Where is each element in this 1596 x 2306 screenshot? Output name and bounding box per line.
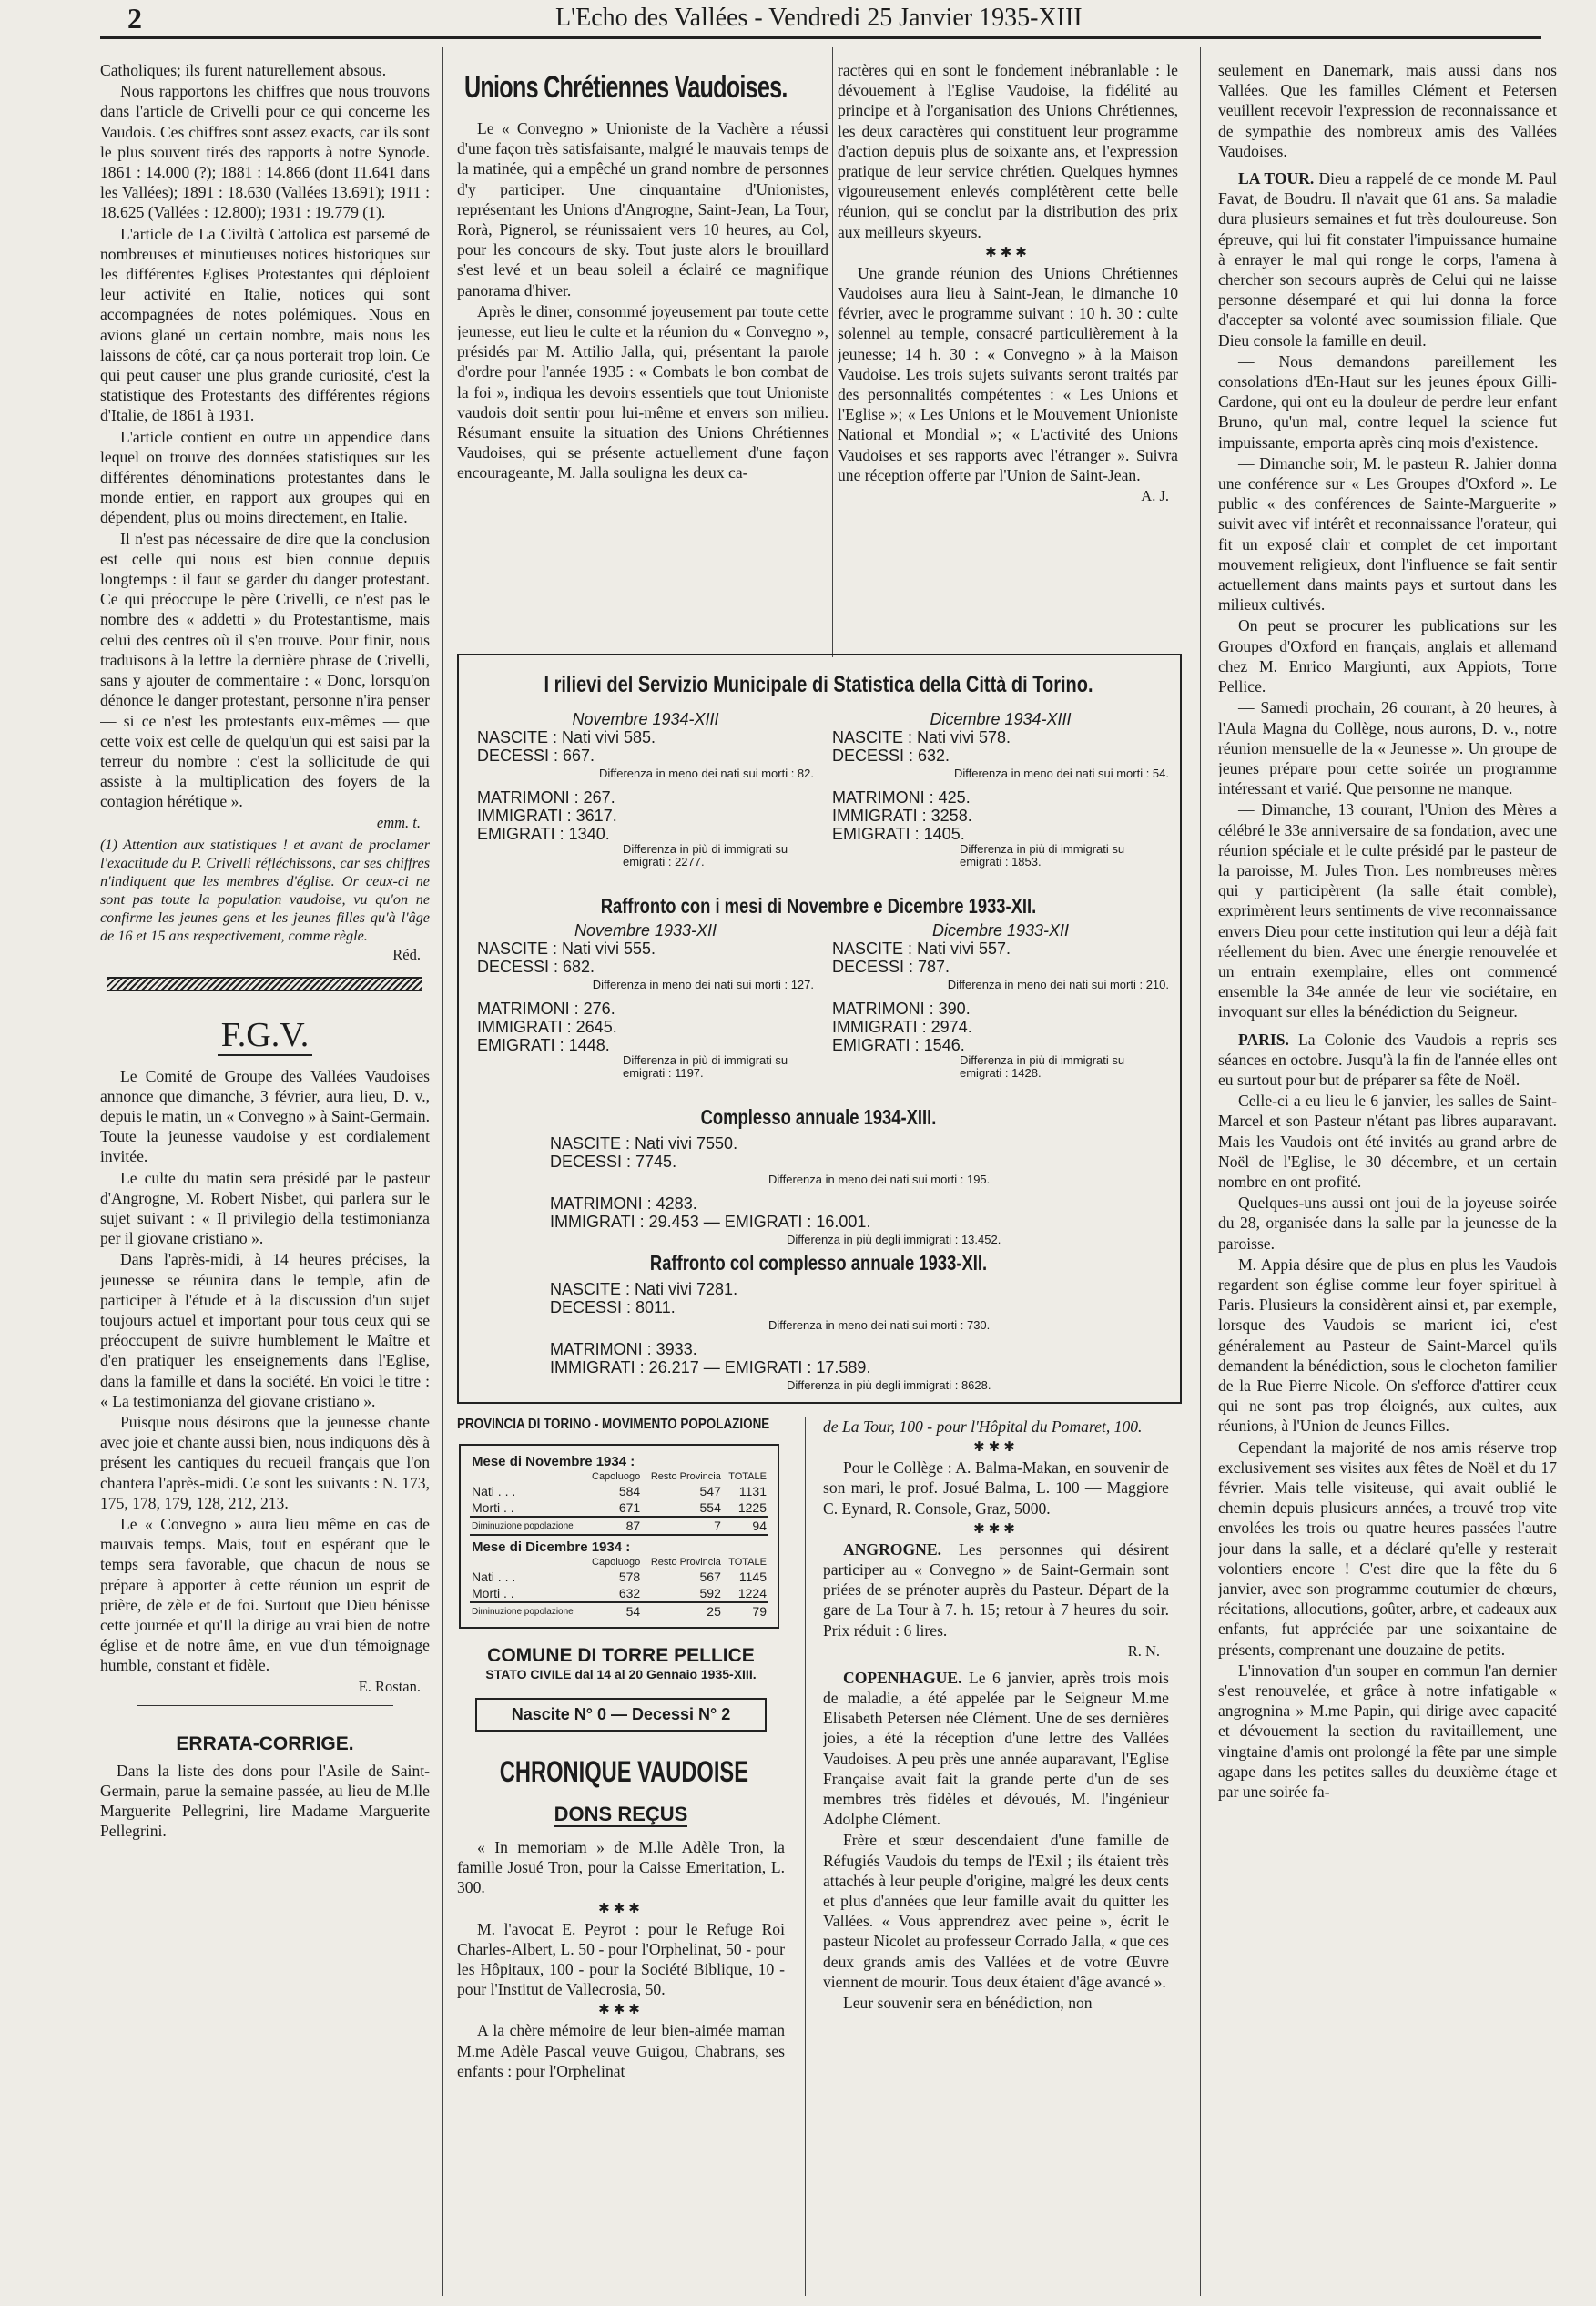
stat-note: Differenza in più di immigrati su emigrati : 1197. [623,1053,788,1080]
article-paragraph: — Dimanche soir, M. le pasteur R. Jahier donna une conférence sur « Les Groupes d'Oxford ». Le public « des conférences de Sainte-Marguerite » suivit avec vif intérêt et reconnaissance l'orateur, qui fit un exposé clair et complet de cet important mouvement religieux, dont l'influence se fait sentir actuellement dans maints pays et surtout dans les milieux cultivés. [1218,453,1557,615]
cell: 547 [699,1484,721,1498]
article-paragraph: « In memoriam » de M.lle Adèle Tron, la famille Josué Tron, pour la Caisse Emeritation, L. 300. [457,1838,785,1897]
cell: 1224 [737,1586,767,1600]
raffronto-heading: Raffronto con i mesi di Novembre e Dicembre 1933-XII. [600,894,1037,918]
stat-line: IMMIGRATI : 3617. [477,807,617,825]
column-2-bottom [457,1417,785,2082]
separator-stars: ✱✱✱ [973,1440,1019,1456]
cell: 632 [618,1586,641,1600]
stat-line: DECESSI : 682. [477,958,595,976]
cell: 671 [618,1500,641,1515]
cell: 592 [699,1586,721,1600]
article-paragraph: ractères qui en sont le fondement inébranlable : le dévouement à l'Eglise Vaudoise, la fidélité au principe et à l'organisation des Unions Chrétiennes, les deux caractères qui constituent leur programme d'action depuis plus de soixante ans, et l'expression pratique de leur service chrétien. Quelques hymnes vigoureusement enlevés complétèrent cette belle réunion, qui se conclut par la distribution des prix aux meilleurs skyeurs. [838,61,1178,241]
stat-line: MATRIMONI : 4283. [550,1194,697,1213]
dons-title: DONS REÇUS [554,1803,688,1825]
table-row [470,1499,768,1517]
stat-note: Differenza in meno dei nati sui morti : 210. [947,978,1169,991]
separator-stars: ✱✱✱ [598,1901,644,1916]
stat-line: NASCITE : Nati vivi 557. [832,940,1011,958]
stat-period: Novembre 1933-XII [574,921,717,940]
page-number: 2 [127,2,142,35]
column-3-bottom [823,1417,1169,2014]
table-row [470,1569,768,1585]
stat-note: Differenza in più degli immigrati : 13.452. [787,1233,1001,1246]
cell: 7 [714,1519,721,1533]
article-paragraph: Catholiques; ils furent naturellement absous. [100,61,387,79]
row-label: Nati . . . [472,1570,516,1584]
stat-line: DECESSI : 632. [832,747,950,765]
article-paragraph: Le culte du matin sera présidé par le pasteur d'Angrogne, M. Robert Nisbet, qui parlera sur le sujet suivant : « Il privilegio della testimonianza per il giovane cristiano ». [100,1168,430,1248]
stat-note: Differenza in più di immigrati su emigrati : 1428. [960,1053,1125,1080]
article-text: Les personnes qui désirent participer au « Convegno » de Saint-Germain sont priées de se prénoter auprès du Pasteur. Départ de la gare de La Tour à 7. h. 15; retour à 7 heures du soir. Prix réduit : 6 lires. [823,1539,1169,1640]
stat-line: MATRIMONI : 267. [477,788,615,807]
row-label: Nati . . . [472,1484,516,1498]
stat-line: EMIGRATI : 1448. [477,1036,610,1054]
cell: 1145 [738,1570,767,1584]
stat-note: Differenza in meno dei nati sui morti : 82. [598,767,814,780]
article-paragraph: Le Comité de Groupe des Vallées Vaudoises annonce que dimanche, 3 février, aura lieu, D. v., depuis le matin, un « Convegno » à Saint-Germain. Toute la jeunesse vaudoise y est cordialement invitée. [100,1066,430,1166]
article-text: Dieu a rappelé de ce monde M. Paul Favat, de Boudru. Il n'avait que 61 ans. Sa maladie dura plusieurs semaines et fut très douloureuse. Son épreuve, qui lui fit constater l'impuissance humaine à enrayer le mal qui ronge le corps, l'amena à chercher son secours auprès de Celui qui ne laisse personne désemparé et qui lui donna la force d'accepter sa volonté avec soumission filiale. Que Dieu console la famille en deuil. [1218,169,1557,350]
cell: 578 [618,1570,641,1584]
stat-note: Differenza in meno dei nati sui morti : 730. [768,1318,991,1332]
fgv-title: F.G.V. [218,1016,313,1056]
article-paragraph: Leur souvenir sera en bénédiction, non [843,1994,1093,2013]
article-paragraph: de La Tour, 100 - pour l'Hôpital du Pomaret, 100. [823,1417,1143,1436]
article-paragraph: — Nous demandons pareillement les consolations d'En-Haut sur les jeunes époux Gilli-Cardone, qui ont eu la douleur de perdre leur enfant Bruno, qu'un mal, contre lequel la science fut impuissante, emporta après cinq mois d'existence. [1218,351,1557,452]
cell: 94 [752,1519,767,1533]
article-paragraph [1218,168,1557,350]
article-paragraph: Celle-ci a eu lieu le 6 janvier, les salles de Saint-Marcel et son Pasteur n'étant pas libres auparavant. Mais les Vaudois ont été invités au grand arbre de Noël de l'Eglise, le 30 décembre, et un certain nombre en ont profité. [1218,1092,1557,1191]
provincia-table [459,1444,779,1629]
cell: 54 [625,1604,641,1619]
stat-note: Differenza in meno dei nati sui morti : 127. [592,978,814,991]
stat-note: Differenza in più di immigrati su emigrati : 2277. [623,842,788,869]
article-paragraph: — Samedi prochain, 26 courant, à 20 heures, à l'Aula Magna du Collège, nous aurons, D. v., notre réunion mensuelle de la « Jeunesse ». Un groupe de jeunes prépare pour cette soirée un programme intéressant et varié. Que personne ne manque. [1218,698,1557,798]
stat-line: DECESSI : 667. [477,747,595,765]
col-header: Capoluogo [592,1557,641,1568]
stat-line: MATRIMONI : 390. [832,1000,971,1018]
article-paragraph: Quelques-uns aussi ont joui de la joyeuse soirée du 28, organisée dans la salle par la jeunesse de la paroisse. [1218,1194,1557,1253]
cell: 87 [625,1519,641,1533]
article-paragraph: M. l'avocat E. Peyrot : pour le Refuge Roi Charles-Albert, L. 50 - pour l'Orphelinat, 50 - pour les Hôpitaux, 100 - pour la Société Biblique, 10 - pour l'Institut de Vallecrosia, 50. [457,1919,785,1999]
article-paragraph: Après le diner, consommé joyeusement par toute cette jeunesse, eut lieu le culte et la réunion du « Convegno », présidés par M. Attilio Jalla, qui, présentant la parole d'ordre pour l'année 1935 : « Combats le bon combat de la foi », indiqua les devoirs essentiels que tout Unioniste vaudois doit sentir pour lui-même et envers son milieu. Résumant ensuite la situation des Unions Chrétiennes Vaudoises, qui se présente actuellement d'une façon encourageante, M. Jalla souligna les deux ca- [457,301,828,483]
article-paragraph: Dans l'après-midi, à 14 heures précises, la jeunesse se réunira dans le temple, afin de participer à l'étude et à la discussion d'un sujet toujours actuel et important pour tous ceux qui se préoccupent de suivre humblement le Maître et d'en pratiquer les enseignements dans l'Eglise, dans la famille et dans la société. En voici le titre : « La testimonianza del giovane cristiano ». [100,1250,430,1410]
stat-note: Differenza in più di immigrati su emigrati : 1853. [960,842,1125,869]
article-paragraph: Frère et sœur descendaient d'une famille de Réfugiés Vaudois du temps de l'Exil ; ils étaient très attachés à leur peuple d'origine, malgré les deux cents et plus d'années que leur famille avait du quitter les Vallées. « Vous apprendrez avec peine », écrit le pasteur Nicolet au professeur Corrado Jalla, « que ces deux grands amis des Vallées et de votre Œuvre viennent de mourir. Tous deux étaient d'âge avancé ». [823,1831,1169,1991]
stat-line: MATRIMONI : 425. [832,788,971,807]
column-divider [805,1417,806,2296]
article-paragraph: L'innovation d'un souper en commun l'an dernier s'est renouvelée, et grâce à notre infatigable « angrognina » M.me Papin, qui dirige avec capacité et dévouement la section du ravitaillement, une vingtaine d'amis ont prolongé la fête par une simple agape dans les petites salles du deuxième étage et par une soirée fa- [1218,1661,1557,1802]
section-divider [107,977,422,991]
stat-block-nov-1934 [477,710,814,869]
stat-line: NASCITE : Nati vivi 585. [477,728,656,747]
stat-line: IMMIGRATI : 29.453 — EMIGRATI : 16.001. [550,1213,871,1231]
article-paragraph: Puisque nous désirons que la jeunesse chante avec joie et chante aussi bien, nous indiquons dès à présent les cantiques du recueil français que l'on chantera l'après-midi. Ce sont les suivants : N. 173, 175, 178, 179, 128, 212, 213. [100,1412,430,1512]
article-paragraph: L'article de La Civiltà Cattolica est parsemé de nombreuses et minutieuses notices historiques sur les différentes Eglises Protestantes qui déploient leur activité en Italie, notices qui sont accompagnées de notes polémiques. Nous en avions glané un certain nombre, mais nous les laissons de côté, car ça nous porterait trop loin. Ce qui peut causer une plus grande curiosité, c'est la statistique des Protestants des différentes régions d'Italie, de 1861 à 1931. [100,224,430,425]
stat-line: EMIGRATI : 1405. [832,825,965,843]
torino-title: I rilievi del Servizio Municipale di Statistica della Città di Torino. [544,672,1093,697]
fgv-heading [100,1015,430,1055]
table-title: Mese di Dicembre 1934 : [472,1539,631,1555]
stat-block-dic-1934 [832,710,1169,869]
footnote: (1) Attention aux statistiques ! et avant de proclamer l'exactitude du P. Crivelli réfléchissons, car ses chiffres n'indiquent que les membres d'église. Or ceux-ci ne sont pas toute la population vaudoise, vu qu'on ne confirme les jeunes gens et les jeunes filles qu'à l'âge de 16 et 15 ans respectivement, comme règle. [100,836,430,944]
annuale-1933-heading: Raffronto col complesso annuale 1933-XII. [649,1251,988,1275]
article-paragraph [823,1539,1169,1641]
article-paragraph: Il n'est pas nécessaire de dire que la conclusion est celle qui nous est bien connue depuis longtemps : il faut se garder du danger protestant. Ce qui préoccupe le père Crivelli, ce n'est pas le nombre des « addetti » du Protestantisme, mais celui des centres où il s'en trouve. Pour finir, nous traduisons à la lettre la dernière phrase de Crivelli, sans y ajouter de commentaire : « Donc, lorsqu'on dénonce le danger protestant, personne n'ira penser — si ce n'est les protestants eux-mêmes — que cette voix est celle de quelqu'un qui est saisi par la terreur du nombre : c'est la sollicitude de qui assiste à la multiplication des foyers de la contagion hérétique ». [100,529,430,811]
stat-line: IMMIGRATI : 26.217 — EMIGRATI : 17.589. [550,1358,871,1376]
cell: 1225 [737,1500,767,1515]
dons-heading [457,1803,785,1826]
col-header: Capoluogo [592,1471,641,1482]
column-3 [838,60,1178,505]
article-paragraph: L'article contient en outre un appendice dans lequel on trouve des données statistiques sur les différentes dénominations protestantes dans le monde entier, en rapport aux groupes qui en dépendent, plus ou moins directement, en Italie. [100,427,430,527]
stat-period: Novembre 1934-XIII [572,710,719,728]
article-paragraph: Une grande réunion des Unions Chrétiennes Vaudoises aura lieu à Saint-Jean, le dimanche 10 février, avec le programme suivant : 10 h. 30 : culte solennel au temple, consacré particulièrement à la jeunesse; 14 h. 30 : « Convegno » à la Maison Vaudoise. Les trois sujets suivants seront traités par des personnalités compétentes : « Les Unions et l'Eglise »; « Les Unions et le Mouvement Unioniste National et Mondial »; « L'activité des Unions Vaudoises et ses rapports avec l'étranger ». Suivra une réception offerte par l'Union de Saint-Jean. [838,263,1178,484]
annuale-1934-heading: Complesso annuale 1934-XIII. [700,1105,937,1129]
comune-title: COMUNE DI TORRE PELLICE [487,1645,755,1666]
errata-heading: ERRATA-CORRIGE. [176,1732,354,1754]
stat-block-annuale-1934 [550,1134,1114,1249]
column-divider [442,47,443,2296]
stat-line: EMIGRATI : 1340. [477,825,610,843]
cell: 1131 [738,1484,767,1498]
article-paragraph: Nous rapportons les chiffres que nous trouvons dans l'article de Crivelli pour ce qui concerne les Vaudois. Ces chiffres sont assez exacts, car ils sont le plus souvent tirés des rapports à notre Synode. 1861 : 14.000 (?); 1881 : 14.866 (dont 11.641 dans les Vallées); 1891 : 18.630 (Vallées 13.691); 1911 : 18.625 (Vallées : 12.800); 1931 : 19.779 (1). [100,82,430,222]
column-divider [1200,47,1201,2296]
column-1 [100,60,430,1842]
article-paragraph: On peut se procurer les publications sur les Groupes d'Oxford en français, anglais et allemand chez M. Enrico Margiunti, aux Appiots, Torre Pellice. [1218,616,1557,696]
col-header: Resto Provincia [650,1557,721,1568]
stat-line: IMMIGRATI : 2974. [832,1018,972,1036]
place-heading: PARIS. [1238,1030,1289,1049]
stat-line: NASCITE : Nati vivi 7550. [550,1134,738,1153]
stat-line: EMIGRATI : 1546. [832,1036,965,1054]
col-header: TOTALE [728,1471,767,1482]
table-title: Mese di Novembre 1934 : [472,1454,635,1469]
cell: 25 [707,1604,721,1619]
separator-stars: ✱✱✱ [985,245,1031,260]
cell: 567 [699,1570,721,1584]
stat-line: MATRIMONI : 3933. [550,1340,697,1358]
author-signature: R. N. [1127,1641,1160,1660]
table-row [470,1483,768,1499]
place-heading: ANGROGNE. [843,1539,942,1559]
article-paragraph: seulement en Danemark, mais aussi dans nos Vallées. Que les familles Clément et Petersen veuillent recevoir l'expression de reconnaissance et de sympathie des nombreux amis des Vallées Vaudoises. [1218,61,1557,160]
article-paragraph [823,1668,1169,1830]
article-paragraph [1218,1030,1557,1091]
stat-period: Dicembre 1934-XIII [930,710,1072,728]
nascite-decessi-box: Nascite N° 0 — Decessi N° 2 [475,1698,767,1732]
masthead-title: L'Echo des Vallées - Vendredi 25 Janvier 1935-XIII [555,4,1083,32]
column-divider [832,47,833,657]
stat-line: IMMIGRATI : 3258. [832,807,972,825]
stat-line: DECESSI : 7745. [550,1153,677,1171]
stat-line: DECESSI : 787. [832,958,950,976]
stat-block-nov-1933 [477,921,814,1080]
place-heading: LA TOUR. [1238,169,1315,188]
stat-note: Differenza in meno dei nati sui morti : 195. [768,1173,991,1186]
author-signature: emm. t. [376,813,421,831]
cell: 79 [752,1604,767,1619]
torino-statistics-box [457,654,1182,1404]
article-paragraph: M. Appia désire que de plus en plus les Vaudois regardent son église comme leur foyer spirituel à Paris. Plusieurs la considèrent ainsi et, par exemple, lorsque des Vaudois se marient ici, c'est généralement au Pasteur de Saint-Marcel qu'ils demandent la bénédiction, sous le clocheton familier de la Rue Pierre Nicole. On s'efforce d'attirer ceux qui ne sont pas trop éloignés, aux cultes, aux réunions, à l'Union de Jeunes Filles. [1218,1255,1557,1436]
article-paragraph: Le « Convegno » aura lieu même en cas de mauvais temps. Mais, tout en espérant que le temps sera favorable, que chacun de nous se prépare à apporter à cette réunion un esprit de prière, de zèle et de foi. Surtout que Dieu bénisse cette journée et qu'Il la dirige au vrai bien de notre église et de notre âme, en vue d'un témoignage humble, constant et fidèle. [100,1514,430,1675]
article-paragraph: Cependant la majorité de nos amis réserve trop exclusivement ses visites aux fêtes de Noël et du 17 février. Mais telle visiteuse, qui avait oublié le chemin depuis plusieurs années, a trouvé trop vite envolées les trois ou quatre heures passées l'autre jour dans la salle, et a déclaré qu'elle y resterait volontiers encore ! C'est dire que la fête du 6 janvier, avec son programme coutumier de chœurs, récitations, allocutions, goûter, arbre, et cadeaux aux enfants, fut appréciée par une soixantaine de présents, comprenant une douzaine de petits. [1218,1437,1557,1659]
stat-note: Differenza in più degli immigrati : 8628. [787,1378,991,1392]
errata-text: Dans la liste des dons pour l'Asile de Saint-Germain, parue la semaine passée, au lieu de M.lle Marguerite Pellegrini, lire Madame Marguerite Pellegrini. [100,1761,430,1841]
column-4 [1218,60,1557,1803]
separator-stars: ✱✱✱ [598,2003,644,2018]
stat-block-dic-1933 [832,921,1169,1080]
page-header [0,0,1596,40]
col-header: TOTALE [728,1557,767,1568]
article-text: La Colonie des Vaudois a repris ses séances en octobre. Jusqu'à la fin de l'année elles ont eu surtout pour but de préparer sa fête de Noël. [1218,1030,1557,1089]
separator-stars: ✱✱✱ [973,1521,1019,1537]
author-signature: A. J. [1141,487,1169,505]
col-header: Resto Provincia [650,1471,721,1482]
table-row [470,1585,768,1602]
table-row [470,1602,768,1620]
row-label: Diminuzione popolazione [472,1606,574,1617]
article-paragraph: Pour le Collège : A. Balma-Makan, en souvenir de son mari, le prof. Josué Balma, L. 100 — Maggiore C. Eynard, R. Console, Graz, 5000. [823,1458,1169,1518]
provincia-heading: PROVINCIA DI TORINO - MOVIMENTO POPOLAZIONE [457,1417,770,1432]
stato-civile: STATO CIVILE dal 14 al 20 Gennaio 1935-XIII. [485,1667,757,1681]
cell: 554 [699,1500,721,1515]
cell: 584 [618,1484,641,1498]
stat-line: NASCITE : Nati vivi 7281. [550,1280,738,1298]
stat-line: NASCITE : Nati vivi 555. [477,940,656,958]
divider [137,1705,393,1706]
stat-line: MATRIMONI : 276. [477,1000,615,1018]
table-row [470,1517,768,1535]
stat-period: Dicembre 1933-XII [931,921,1070,940]
row-label: Diminuzione popolazione [472,1520,574,1531]
chronique-heading: CHRONIQUE VAUDOISE [499,1755,749,1788]
row-label: Morti . . [472,1586,514,1600]
stat-line: DECESSI : 8011. [550,1298,676,1316]
article-paragraph: A la chère mémoire de leur bien-aimée maman M.me Adèle Pascal veuve Guigou, Chabrans, ses enfants : pour l'Orphelinat [457,2021,785,2080]
column-2 [457,60,828,484]
author-signature: E. Rostan. [358,1677,421,1695]
stat-block-annuale-1933 [550,1280,1114,1395]
article-paragraph: Le « Convegno » Unioniste de la Vachère a réussi d'une façon très satisfaisante, malgré le mauvais temps de la matinée, qui a empêché un grand nombre de personnes d'y participer. Une cinquantaine d'Unionistes, représentant les Unions d'Angrogne, Saint-Jean, La Tour, Rorà, Pignerol, se réunissaient vers 10 heures, au Col, pour les concours de sky. Tout juste alors le brouillard s'est levé et un beau soleil a éclairé ce magnifique panorama d'hiver. [457,119,828,300]
article-text: Le 6 janvier, après trois mois de maladie, a été appelée par le Seigneur M.me Elisabeth Petersen née Clément. Une de ses dernières joies, a été la réception d'une lettre des Vallées Vaudoises. A peu près une année auparavant, l'Eglise Française avait fait la grande perte d'un de ses membres très fidèles et dévoués, M. l'ingénieur Adolphe Clément. [823,1668,1169,1829]
place-heading: COPENHAGUE. [843,1668,962,1687]
row-label: Morti . . [472,1500,514,1515]
unions-heading: Unions Chrétiennes Vaudoises. [464,70,788,105]
stat-line: IMMIGRATI : 2645. [477,1018,617,1036]
stat-note: Differenza in meno dei nati sui morti : 54. [953,767,1169,780]
stat-line: NASCITE : Nati vivi 578. [832,728,1011,747]
article-paragraph: — Dimanche, 13 courant, l'Union des Mères a célébré le 33e anniversaire de sa fondation, avec une réunion spéciale et le culte présidé par le pasteur de la paroisse, M. Jules Tron. Les nombreuses mères qui y participèrent (la salle était comble), exprimèrent leurs sentiments de vive reconnaissance envers Dieu pour cette institution qui leur a déjà fait réellement du bien. Avec une énergie renouvelée et un entrain exemplaire, elles ont commencé ensemble la 34e année de leur vie sociétaire, en invoquant sur elles la bénédiction du Seigneur. [1218,800,1557,1021]
comune-heading [457,1645,785,1681]
header-rule [100,36,1541,39]
footnote-signature: Réd. [392,945,421,963]
